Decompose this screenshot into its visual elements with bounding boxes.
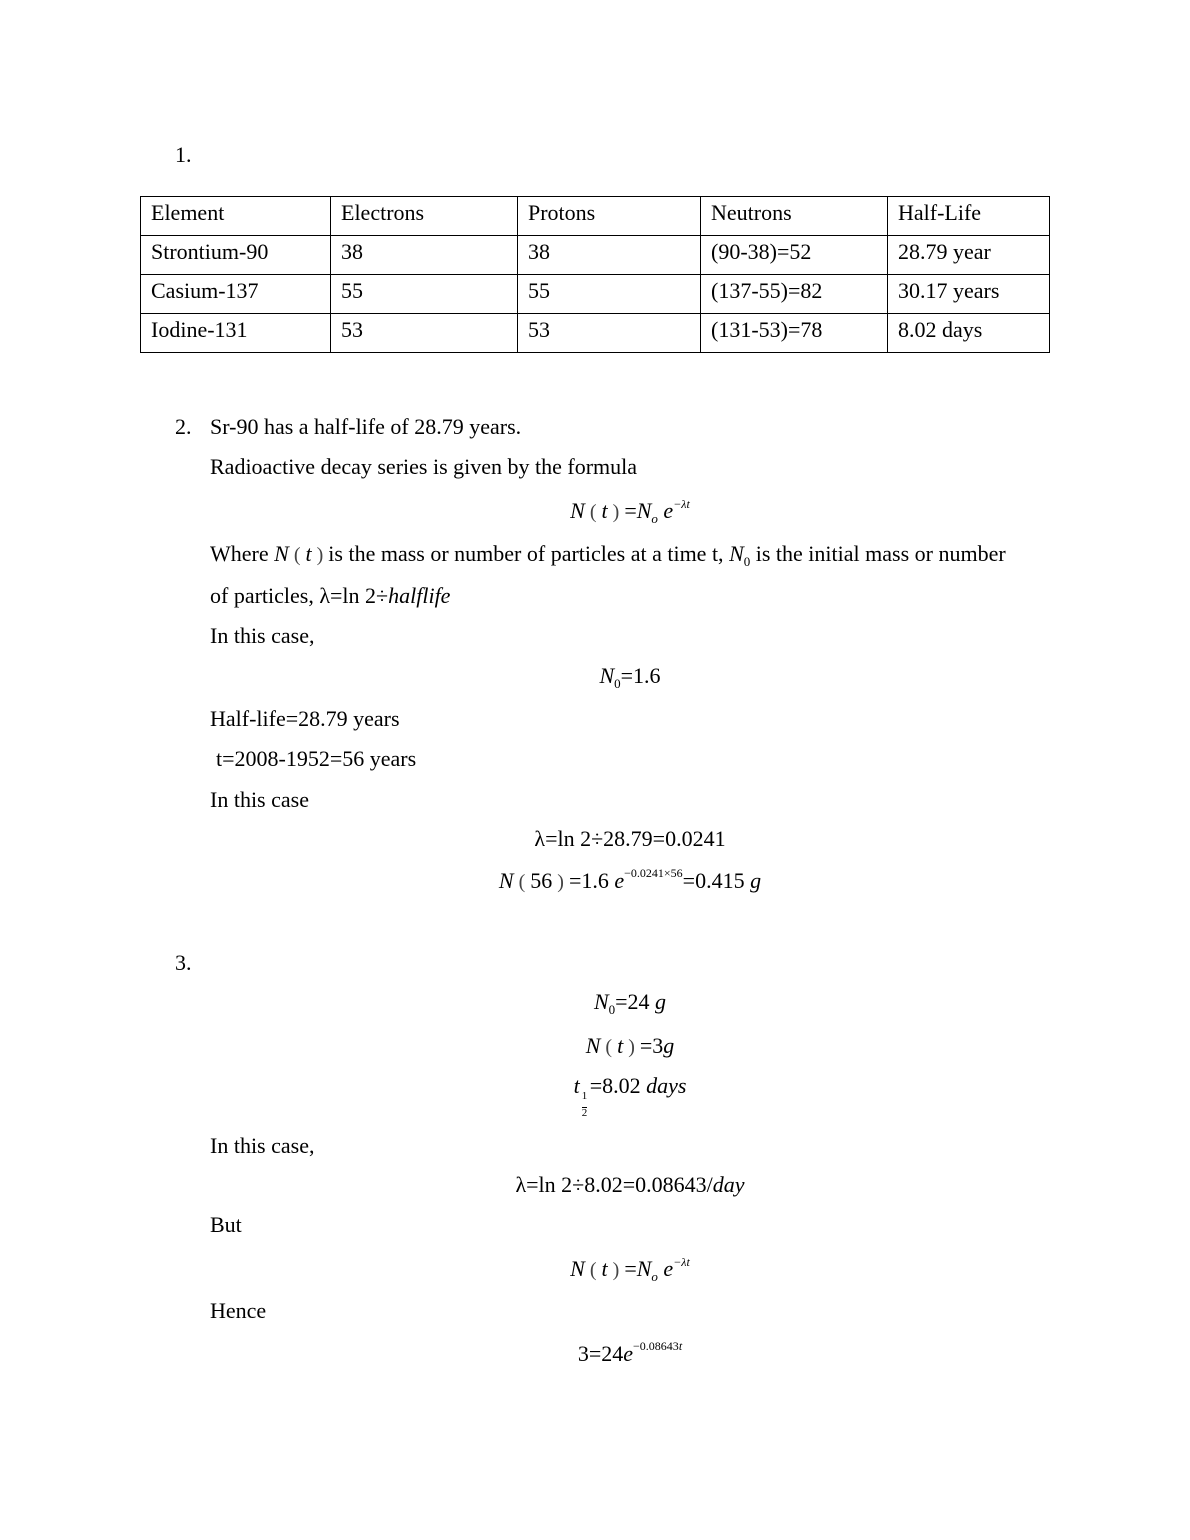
decay-formula: N ( t ) $=N_o$ $e^{-\lambda t}$ [570, 497, 690, 526]
in-this-case-label: In this case, [210, 623, 315, 648]
table-row [141, 275, 1050, 314]
n0-equation: $N_0=1.6$ [599, 663, 661, 691]
decay-intro: Radioactive decay series is given by the formula [210, 454, 638, 479]
in-this-case-label: In this case, [210, 1133, 315, 1158]
table-cell: 53 [518, 314, 701, 353]
nt-3g-equation: N ( t ) =3g [585, 1033, 675, 1058]
table-cell: 55 [331, 275, 518, 314]
table-cell: Casium-137 [141, 275, 331, 314]
table-header-cell: Protons [518, 197, 701, 236]
in-this-case-label: In this case [210, 787, 309, 812]
table-cell: 38 [518, 236, 701, 275]
table-header-cell: Neutrons [701, 197, 888, 236]
table-cell: 38 [331, 236, 518, 275]
lambda-calculation: λ=ln 2÷28.79=0.0241 [534, 826, 726, 851]
table-row [141, 314, 1050, 353]
section-1-number: 1. [175, 142, 192, 167]
time-value: t=2008-1952=56 years [216, 746, 417, 771]
where-definition: Where N ( t ) is the mass or number of particles at a time t, $N_0$ is the initial mass or number [210, 541, 1006, 569]
table-header-cell: Element [141, 197, 331, 236]
section-3-number: 3. [175, 950, 192, 975]
lambda-calculation-iodine: λ=ln 2÷8.02=0.08643/day [515, 1172, 745, 1197]
table-cell: Iodine-131 [141, 314, 331, 353]
n0-24g-equation: $N_0=24$ g [593, 989, 667, 1017]
lambda-definition: of particles, λ=ln 2÷halflife [210, 583, 451, 608]
table-cell: 8.02 days [888, 314, 1050, 353]
section-2-number: 2. [175, 414, 192, 439]
halflife-value: Half-life=28.79 years [210, 706, 400, 731]
hence-label: Hence [210, 1298, 267, 1323]
table-row [141, 236, 1050, 275]
but-label: But [210, 1212, 242, 1237]
table-header-row [141, 197, 1050, 236]
half-life-equation: t $\frac{1}{2}$ =8.02 days [573, 1073, 687, 1119]
table-cell: 55 [518, 275, 701, 314]
table-cell: 53 [331, 314, 518, 353]
table-cell: Strontium-90 [141, 236, 331, 275]
table-cell: (90-38)=52 [701, 236, 888, 275]
final-equation: $3=24e^{-0.08643t}$ [577, 1339, 683, 1366]
decay-formula-repeat: N ( t ) $=N_o$ $e^{-\lambda t}$ [570, 1255, 690, 1284]
table-cell: (131-53)=78 [701, 314, 888, 353]
table-cell: 28.79 year [888, 236, 1050, 275]
sr90-statement: Sr-90 has a half-life of 28.79 years. [210, 414, 522, 439]
table-cell: 30.17 years [888, 275, 1050, 314]
table-header-cell: Electrons [331, 197, 518, 236]
table-header-cell: Half-Life [888, 197, 1050, 236]
n56-calculation: N ( 56 ) =1.6 $e^{-0.0241\times 56}=0.415$ g [498, 866, 762, 893]
isotope-table [140, 196, 1050, 353]
table-cell: (137-55)=82 [701, 275, 888, 314]
